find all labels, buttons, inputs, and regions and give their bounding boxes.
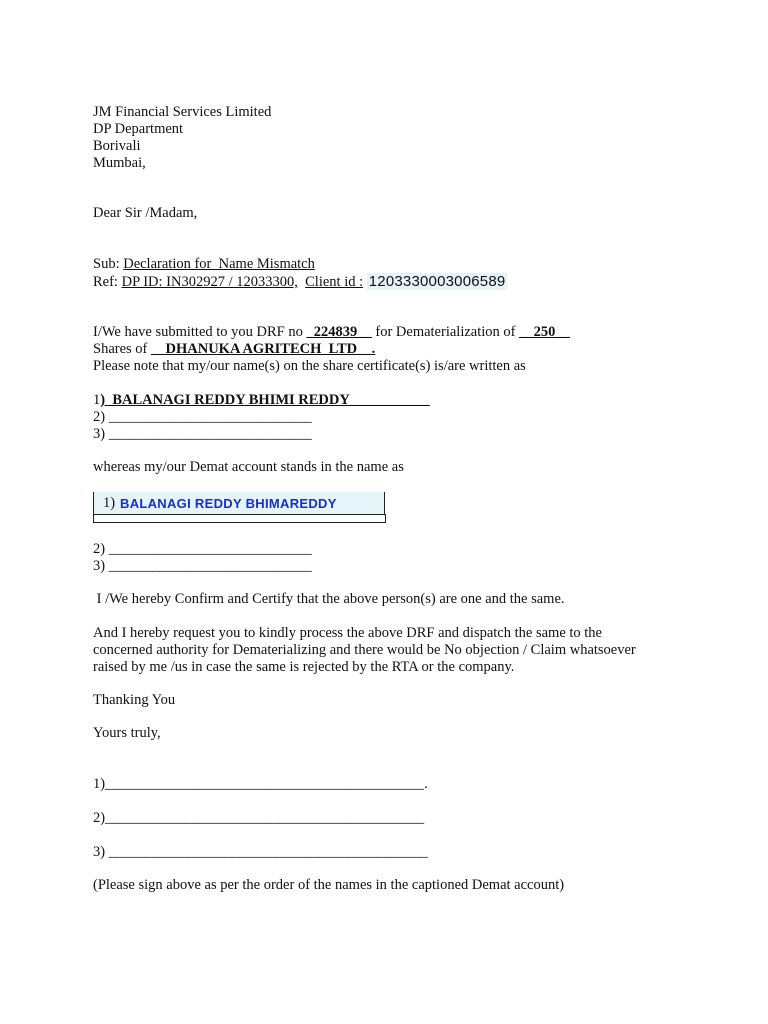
drf-text-1: I/We have submitted to you DRF no (93, 324, 307, 340)
certificate-name-1-value: ) BALANAGI REDDY BHIMI REDDY___________ (100, 392, 430, 408)
shares-period: . (371, 341, 376, 357)
demat-name-1-value: BALANAGI REDDY BHIMAREDDY (120, 496, 337, 511)
signature-line-3: 3) ____________________________________________ (93, 844, 428, 860)
demat-name-1-field[interactable] (93, 492, 385, 515)
demat-name-3: 3) ____________________________ (93, 558, 312, 574)
demat-name-2: 2) ____________________________ (93, 541, 312, 557)
certificate-note: Please note that my/our name(s) on the share certificate(s) is/are written as (93, 358, 526, 374)
drf-text-2: for Dematerialization of (371, 324, 520, 340)
ref-line (93, 273, 507, 291)
salutation: Dear Sir /Madam, (93, 205, 198, 221)
subject-text: Declaration for Name Mismatch (123, 256, 315, 272)
signature-note: (Please sign above as per the order of the names in the captioned Demat account) (93, 877, 565, 893)
request-line-3: raised by me /us in case the same is rejected by the RTA or the company. (93, 659, 515, 675)
thanking-you: Thanking You (93, 692, 176, 708)
demat-name-1-prefix: 1) (103, 495, 116, 511)
client-id-field[interactable]: 1203330003006589 (368, 273, 506, 290)
certificate-name-2: 2) ____________________________ (93, 409, 312, 425)
signature-line-2: 2)____________________________________________ (93, 810, 425, 826)
request-line-2: concerned authority for Dematerializing and there would be No objection / Claim whatsoever (93, 642, 636, 658)
address-line-4: Mumbai, (93, 155, 146, 171)
demat-name-1-underline (93, 514, 386, 523)
certificate-name-1-prefix: 1 (93, 392, 101, 408)
ref-prefix: Ref: (93, 274, 122, 290)
signature-line-1: 1)____________________________________________. (93, 776, 428, 792)
demat-intro: whereas my/our Demat account stands in the name as (93, 459, 404, 475)
address-line-3: Borivali (93, 138, 141, 154)
certificate-name-3: 3) ____________________________ (93, 426, 312, 442)
confirmation-text: I /We hereby Confirm and Certify that the above person(s) are one and the same. (93, 591, 565, 607)
yours-truly: Yours truly, (93, 725, 161, 741)
share-quantity: __250__ (519, 324, 570, 340)
dp-id: DP ID: IN302927 / 12033300, (121, 274, 298, 290)
drf-line (93, 324, 570, 341)
address-line-1: JM Financial Services Limited (93, 104, 272, 120)
shares-line (93, 341, 375, 358)
shares-text: Shares of (93, 341, 151, 357)
client-id-label: Client id : (305, 274, 364, 290)
company-name: __DHANUKA AGRITECH LTD__ (151, 341, 372, 357)
subject-line (93, 256, 315, 273)
request-line-1: And I hereby request you to kindly process the above DRF and dispatch the same to the (93, 625, 602, 641)
address-line-2: DP Department (93, 121, 184, 137)
subject-prefix: Sub: (93, 256, 124, 272)
certificate-name-1 (93, 392, 430, 409)
drf-number: _224839__ (306, 324, 372, 340)
